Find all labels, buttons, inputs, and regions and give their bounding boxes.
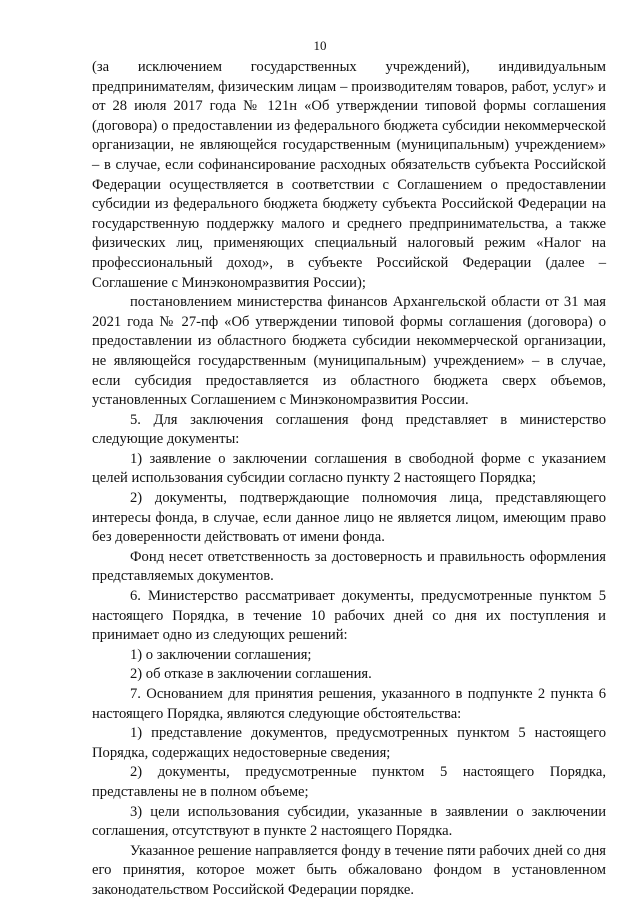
paragraph-decision-notice: Указанное решение направляется фонду в течение пяти рабочих дней со дня его принятия, которое может быть обжаловано фондом в установленном законодательством Российской Федерации порядке. — [92, 842, 606, 898]
paragraph-item-6-1: 1) о заключении соглашения; — [130, 646, 312, 663]
paragraph-item-7-3: 3) цели использования субсидии, указанные в заявлении о заключении соглашения, отсутствуют в пункте 2 настоящего Порядка. — [92, 803, 606, 840]
paragraph-item-5-1: 1) заявление о заключении соглашения в свободной форме с указанием целей использования субсидии согласно пункту 2 настоящего Порядка; — [92, 450, 606, 487]
paragraph-item-7: 7. Основанием для принятия решения, указанного в подпункте 2 пункта 6 настоящего Порядка, являются следующие обстоятельства: — [92, 686, 606, 722]
paragraph-item-5: 5. Для заключения соглашения фонд представляет в министерство следующие документы: — [92, 411, 606, 448]
document-body — [92, 58, 606, 901]
paragraph-item-5-2: 2) документы, подтверждающие полномочия лица, представляющего интересы фонда, в случае, если данное лицо не является лицом, имеющим право без доверенности действовать от имени фонда. — [92, 490, 606, 546]
paragraph-item-6-2: 2) об отказе в заключении соглашения. — [130, 666, 372, 683]
paragraph-continuation: (за исключением государственных учреждений), индивидуальным предпринимателям, физическим лицам – производителям товаров, работ, услуг» и от 28 июля 2017 года № 121н «Об утверждении типовой формы соглашения (договора) о предоставлении из федерального бюджета субсидии некоммерческой организации, не являющейся государственным (муниципальным) учреждением» – в случае, если софинансирование расходных обязательств субъекта Российской Федерации осуществляется в соответствии с Соглашением о предоставлении субсидии из федерального бюджета бюджету субъекта Российской Федерации на государственную поддержку малого и среднего предпринимательства, а также физических лиц, применяющих специальный налоговый режим «Налог на профессиональный доход», в субъекте Российской Федерации (далее – Соглашение с Минэкономразвития России); — [92, 59, 606, 291]
page-number: 10 — [313, 38, 327, 53]
paragraph-item-7-2: 2) документы, предусмотренные пунктом 5 настоящего Порядка, представлены не в полном объеме; — [92, 764, 606, 800]
paragraph-item-7-1: 1) представление документов, предусмотренных пунктом 5 настоящего Порядка, содержащих недостоверные сведения; — [92, 725, 606, 761]
paragraph-resolution-minfin: постановлением министерства финансов Архангельской области от 31 мая 2021 года № 27-пф «Об утверждении типовой формы соглашения (договора) о предоставлении из областного бюджета субсидии некоммерческой организации, не являющейся государственным (муниципальным) учреждением» – в случае, если субсидия предоставляется из областного бюджета сверх объемов, установленных Соглашением с Минэкономразвития России. — [92, 294, 606, 409]
paragraph-responsibility: Фонд несет ответственность за достоверность и правильность оформления представляемых документов. — [92, 548, 606, 585]
paragraph-item-6: 6. Министерство рассматривает документы, предусмотренные пунктом 5 настоящего Порядка, в течение 10 рабочих дней со дня их поступления и принимает одно из следующих решений: — [92, 588, 606, 644]
